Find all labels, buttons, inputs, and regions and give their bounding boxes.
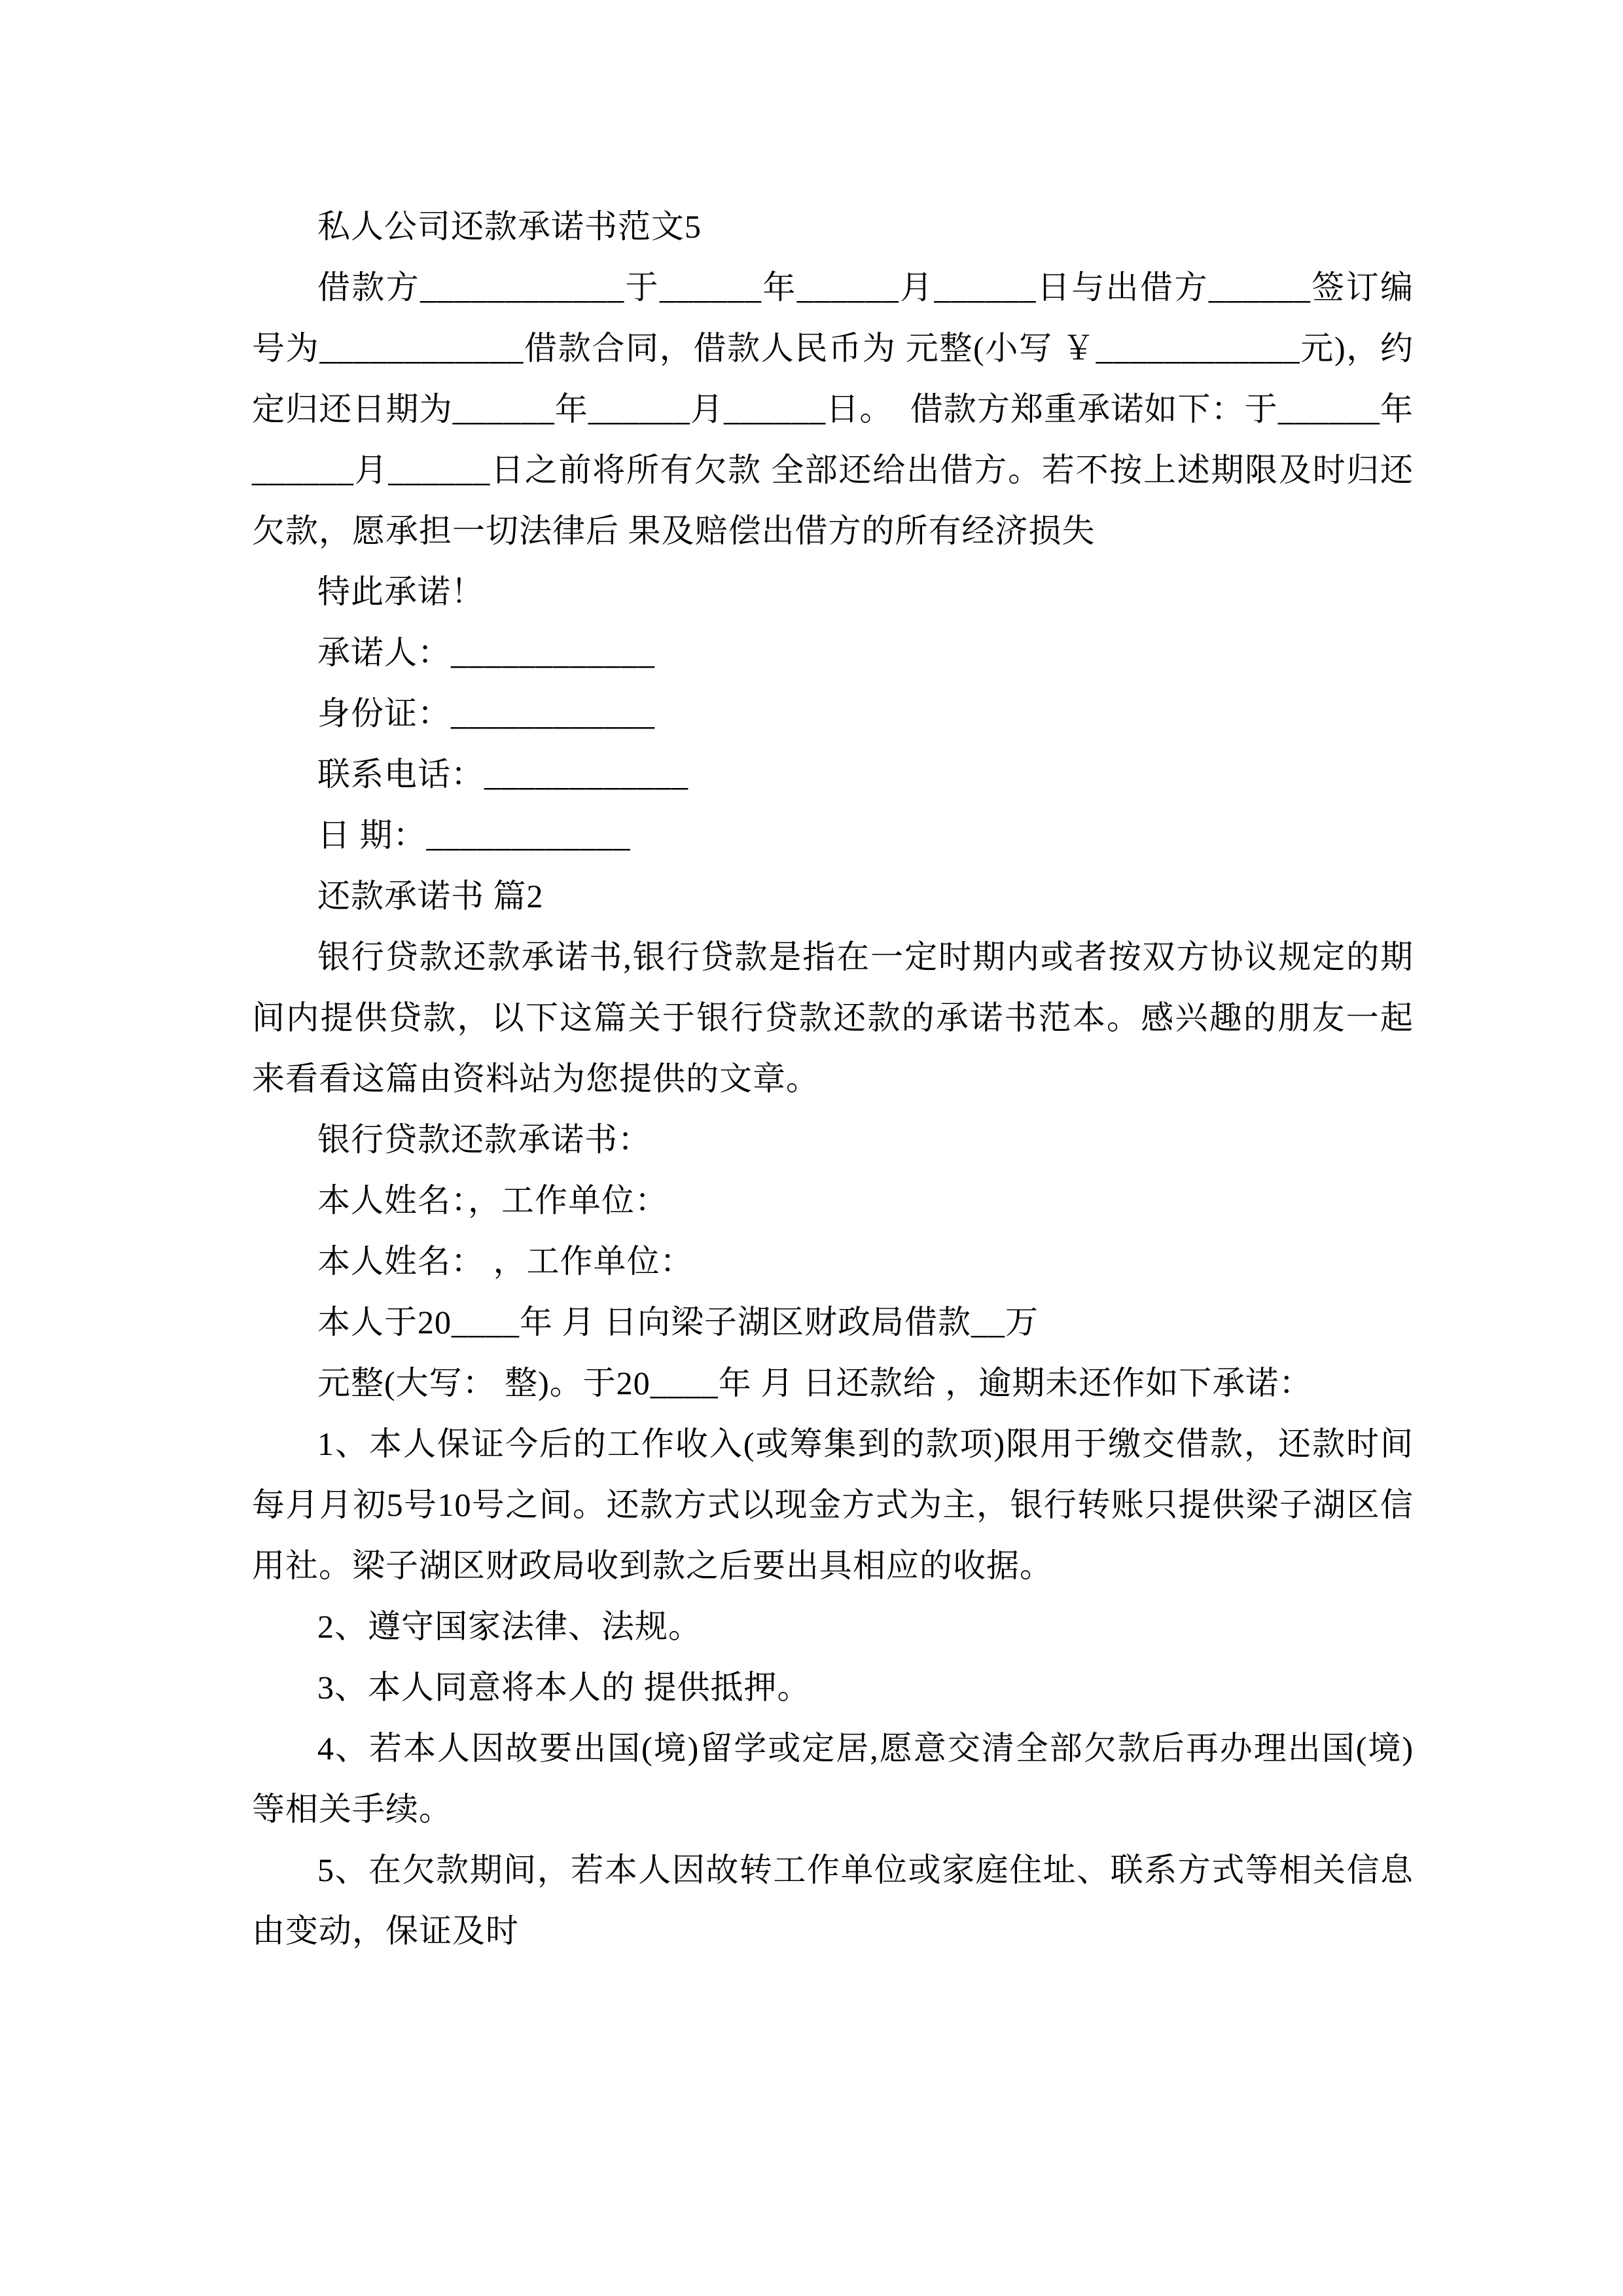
- paragraph: 身份证：____________: [317, 695, 655, 732]
- paragraph: 联系电话：____________: [317, 756, 688, 793]
- paragraph: 本人姓名：，工作单位：: [317, 1182, 668, 1219]
- paragraph: 元整(大写： 整)。于20____年 月 日还款给 ，逾期未还作如下承诺：: [317, 1365, 1313, 1401]
- paragraph: 2、遵守国家法律、法规。: [317, 1608, 702, 1645]
- paragraph: 1、本人保证今后的工作收入(或筹集到的款项)限用于缴交借款，还款时间每月月初5号10号之间。还款方式以现金方式为主，银行转账只提供梁子湖区信用社。梁子湖区财政局收到款之后要出具相应的收据。: [252, 1426, 1414, 1584]
- paragraph: 日 期：____________: [317, 817, 631, 853]
- paragraph: 特此承诺！: [317, 573, 484, 610]
- paragraph: 私人公司还款承诺书范文5: [317, 208, 702, 245]
- paragraph: 3、本人同意将本人的 提供抵押。: [317, 1669, 811, 1706]
- paragraph: 本人于20____年 月 日向梁子湖区财政局借款__万: [317, 1304, 1039, 1340]
- paragraph: 借款方____________于______年______月______日与出借方______签订编号为____________借款合同，借款人民币为 元整(小写 ￥____________元)，约定归还日期为______年______月______日。 借款方郑重承诺如下：于______年______月______日之前将所有欠款 全部还给出借方。若不按上述期限及时归还欠款，愿承担一切法律后 果及赔偿出借方的所有经济损失: [252, 269, 1414, 549]
- paragraph: 本人姓名： ，工作单位：: [317, 1243, 694, 1280]
- paragraph: 承诺人：____________: [317, 634, 655, 671]
- paragraph: 4、若本人因故要出国(境)留学或定居,愿意交清全部欠款后再办理出国(境)等相关手续。: [252, 1730, 1414, 1827]
- paragraph: 还款承诺书 篇2: [317, 878, 544, 914]
- paragraph: 5、在欠款期间，若本人因故转工作单位或家庭住址、联系方式等相关信息由变动，保证及时: [252, 1852, 1414, 1949]
- paragraph: 银行贷款还款承诺书,银行贷款是指在一定时期内或者按双方协议规定的期间内提供贷款，以下这篇关于银行贷款还款的承诺书范本。感兴趣的朋友一起来看看这篇由资料站为您提供的文章。: [252, 939, 1414, 1097]
- paragraph: 银行贷款还款承诺书：: [317, 1121, 651, 1158]
- document-body: [252, 196, 1414, 1962]
